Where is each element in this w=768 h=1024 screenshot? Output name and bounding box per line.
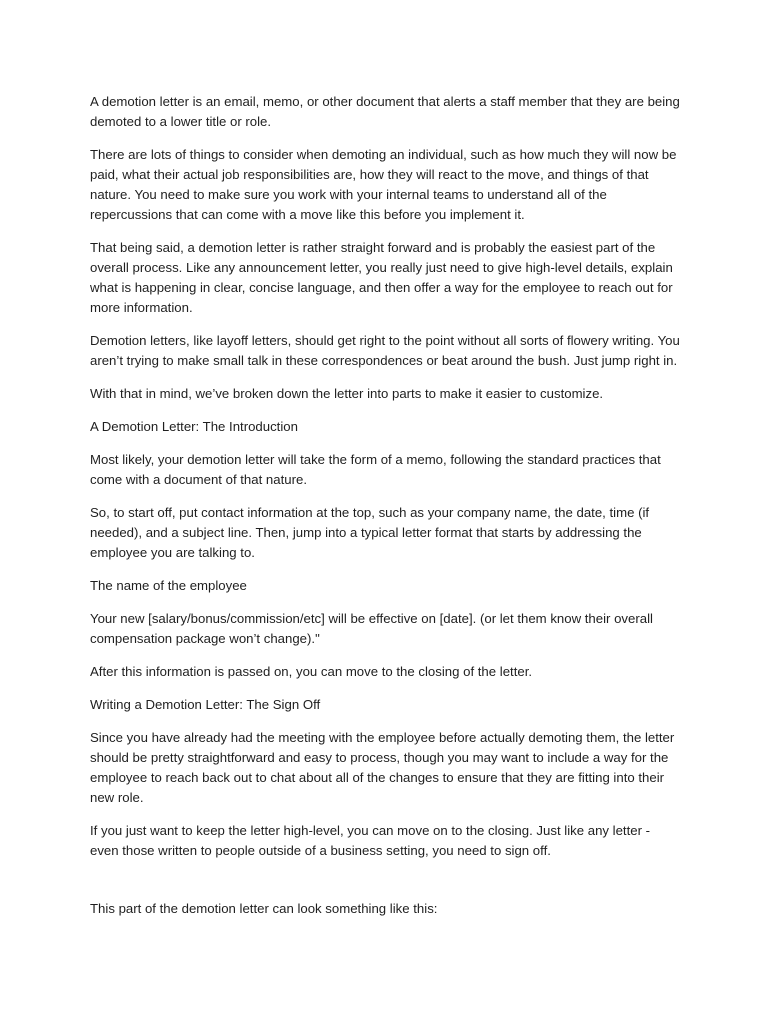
section-heading-sign-off: Writing a Demotion Letter: The Sign Off — [90, 697, 321, 712]
paragraph-example-intro: This part of the demotion letter can look something like this: — [90, 901, 438, 916]
paragraph-contact-info: So, to start off, put contact information at the top, such as your company name, the date, time (if needed), and a subject line. Then, jump into a typical letter format that starts by addressing the employee you are talking to. — [90, 505, 650, 560]
paragraph-considerations: There are lots of things to consider when demoting an individual, such as how much they will now be paid, what their actual job responsibilities are, how they will react to the move, and things of that nature. You need to make sure you work with your internal teams to understand all of the repercussions that can come with a move like this before you implement it. — [90, 147, 677, 222]
document-body — [90, 92, 680, 932]
paragraph-get-to-point: Demotion letters, like layoff letters, should get right to the point without all sorts of flowery writing. You aren’t trying to make small talk in these correspondences or beat around the bush. Just jump right in. — [90, 333, 680, 368]
paragraph-definition: A demotion letter is an email, memo, or other document that alerts a staff member that they are being demoted to a lower title or role. — [90, 94, 680, 129]
paragraph-memo-form: Most likely, your demotion letter will take the form of a memo, following the standard practices that come with a document of that nature. — [90, 452, 661, 487]
paragraph-meeting-already: Since you have already had the meeting with the employee before actually demoting them, the letter should be pretty straightforward and easy to process, though you may want to include a way for the employee to reach back out to chat about all of the changes to ensure that they are fitting into their new role. — [90, 730, 675, 805]
paragraph-move-to-closing: After this information is passed on, you can move to the closing of the letter. — [90, 664, 533, 679]
section-heading-introduction: A Demotion Letter: The Introduction — [90, 419, 298, 434]
paragraph-high-level: If you just want to keep the letter high-level, you can move on to the closing. Just like any letter - even those written to people outside of a business setting, you need to sign off. — [90, 823, 651, 858]
paragraph-employee-name: The name of the employee — [90, 578, 247, 593]
paragraph-straightforward: That being said, a demotion letter is rather straight forward and is probably the easiest part of the overall process. Like any announcement letter, you really just need to give high-level details, explain what is happening in clear, concise language, and then offer a way for the employee to reach out for more information. — [90, 240, 673, 315]
paragraph-salary-effective: Your new [salary/bonus/commission/etc] will be effective on [date]. (or let them know their overall compensation package won’t change)." — [90, 611, 653, 646]
paragraph-parts: With that in mind, we’ve broken down the letter into parts to make it easier to customize. — [90, 386, 604, 401]
